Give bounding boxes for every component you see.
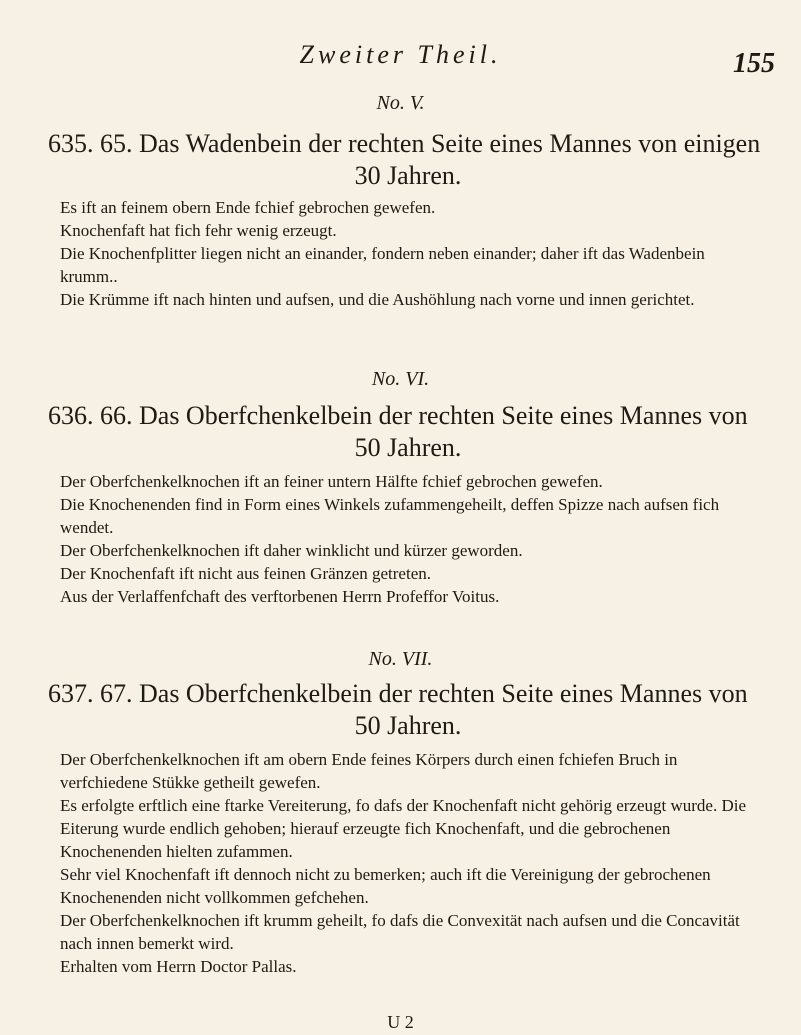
section-v-text (60, 196, 766, 311)
entry-title-636-line2: 50 Jahren. (354, 433, 462, 462)
section-vi-text (60, 470, 766, 608)
running-head: Zweiter Theil. (299, 40, 502, 69)
entry-title-636-line1: 636. 66. Das Oberfchenkelbein der rechten Seite eines Mannes von (48, 401, 748, 430)
section-number-vi: No. VI. (371, 368, 430, 390)
paragraph: Der Oberfchenkelknochen ift an feiner untern Hälfte fchief gebrochen gewefen. (60, 472, 603, 491)
paragraph: Es ift an feinem obern Ende fchief gebrochen gewefen. (60, 198, 436, 217)
entry-title-635 (48, 128, 768, 192)
entry-title-637-line2: 50 Jahren. (354, 711, 462, 740)
entry-title-636 (48, 400, 768, 464)
paragraph: Der Knochenfaft ift nicht aus feinen Gränzen getreten. (60, 564, 431, 583)
signature-mark: U 2 (387, 1012, 414, 1032)
paragraph: Knochenfaft hat fich fehr wenig erzeugt. (60, 221, 337, 240)
entry-title-637-line1: 637. 67. Das Oberfchenkelbein der rechten Seite eines Mannes von (48, 679, 748, 708)
paragraph: Aus der Verlaffenfchaft des verftorbenen Herrn Profeffor Voitus. (60, 587, 500, 606)
paragraph: Die Krümme ift nach hinten und aufsen, und die Aushöhlung nach vorne und innen gerichtet. (60, 290, 695, 309)
page-number: 155 (733, 48, 775, 79)
entry-title-635-line1: 635. 65. Das Wadenbein der rechten Seite eines Mannes von einigen (48, 129, 761, 158)
section-number-vii: No. VII. (368, 648, 433, 670)
paragraph: Der Oberfchenkelknochen ift am obern Ende feines Körpers durch einen fchiefen Bruch in verfchiedene Stükke getheilt gewefen. (60, 750, 678, 792)
entry-title-635-line2: 30 Jahren. (354, 161, 462, 190)
section-vii-text (60, 748, 766, 978)
paragraph: Die Knochenfplitter liegen nicht an einander, fondern neben einander; daher ift das Wadenbein krumm.. (60, 244, 705, 286)
paragraph: Sehr viel Knochenfaft ift dennoch nicht zu bemerken; auch ift die Vereinigung der gebrochenen Knochenenden nicht vollkommen gefchehen. (60, 865, 711, 907)
entry-title-637 (48, 678, 768, 742)
paragraph: Erhalten vom Herrn Doctor Pallas. (60, 957, 297, 976)
paragraph: Der Oberfchenkelknochen ift krumm geheilt, fo dafs die Convexität nach aufsen und die Concavität nach innen bemerkt wird. (60, 911, 740, 953)
paragraph: Der Oberfchenkelknochen ift daher winklicht und kürzer geworden. (60, 541, 523, 560)
paragraph: Die Knochenenden find in Form eines Winkels zufammengeheilt, deffen Spizze nach aufsen fich wendet. (60, 495, 720, 537)
paragraph: Es erfolgte erftlich eine ftarke Vereiterung, fo dafs der Knochenfaft nicht gehörig erzeugt wurde. Die Eiterung wurde endlich gehoben; hierauf erzeugte fich Knochenfaft, und die gebrochenen Knochenenden hielten zufammen. (60, 796, 747, 861)
section-number-v: No. V. (376, 92, 425, 114)
